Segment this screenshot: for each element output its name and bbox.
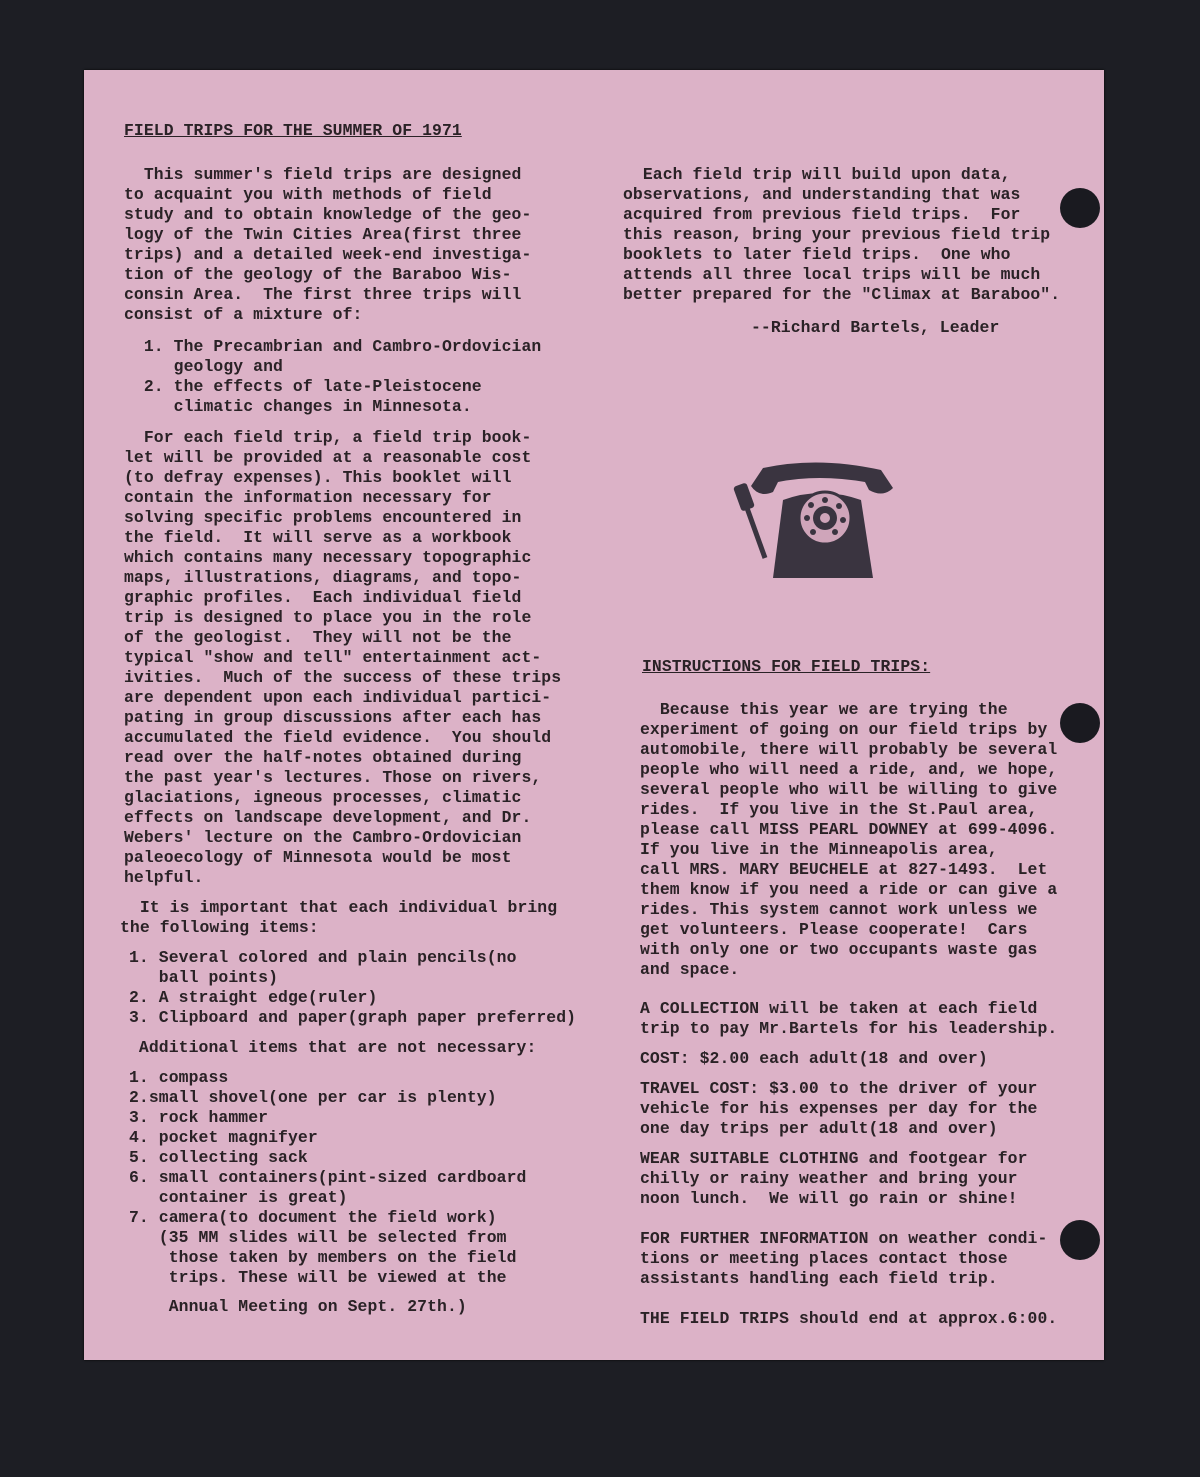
mixture-list: 1. The Precambrian and Cambro-Ordovician geology and 2. the effects of late-Pleistocene climatic changes in Minnesota. <box>143 337 542 416</box>
telephone-icon <box>733 460 908 582</box>
additional-list: 1. compass 2.small shovel(one per car is plenty) 3. rock hammer 4. pocket magnifyer 5. collecting sack 6. small containers(pint-sized cardboard container is great) 7. camera(to document the field work) (35 MM slides will be selected from those taken by members on the field trips. These will be viewed at the <box>129 1068 527 1287</box>
additional-heading: Additional items that are not necessary: <box>129 1038 537 1057</box>
clothing-paragraph: WEAR SUITABLE CLOTHING and footgear for chilly or rainy weather and bring your noon lunch. We will go rain or shine! <box>640 1149 1028 1208</box>
punch-hole <box>1060 188 1100 228</box>
travel-cost-paragraph: TRAVEL COST: $3.00 to the driver of your vehicle for his expenses per day for the one day trips per adult(18 and over) <box>640 1079 1038 1138</box>
end-time-line: THE FIELD TRIPS should end at approx.6:00. <box>640 1309 1058 1328</box>
collection-paragraph: A COLLECTION will be taken at each field trip to pay Mr.Bartels for his leadership. <box>640 999 1058 1038</box>
booklet-paragraph: For each field trip, a field trip book- let will be provided at a reasonable cost (to defray expenses). This booklet will contain the information necessary for solving specific problems encountered in the field. It will serve as a workbook which contains many necessary topographic maps, illustrations, diagrams, and topo- graphic profiles. Each individual field trip is designed to place you in the role of the geologist. They will not be the typical "show and tell" entertainment act- ivities. Much of the success of these trips are dependent upon each individual partici- pating in group discussions after each has accumulated the field evidence. You should read over the half-notes obtained during the past year's lectures. Those on rivers, glaciations, igneous processes, climatic effects on landscape development, and Dr. Webers' lecture on the Cambro-Ordovician paleoecology of Minnesota would be most helpful. <box>124 428 562 887</box>
instructions-paragraph: Because this year we are trying the experiment of going on our field trips by automobile, there will probably be several people who will need a ride, and, we hope, several people who will be willing to give rides. If you live in the St.Paul area, please call MISS PEARL DOWNEY at 699-4096. If you live in the Minneapolis area, call MRS. MARY BEUCHELE at 827-1493. Let them know if you need a ride or can give a rides. This system cannot work unless we get volunteers. Please cooperate! Cars with only one or two occupants waste gas and space. <box>640 700 1058 979</box>
cost-line: COST: $2.00 each adult(18 and over) <box>640 1049 988 1068</box>
punch-hole <box>1060 703 1100 743</box>
page-title: FIELD TRIPS FOR THE SUMMER OF 1971 <box>124 121 462 140</box>
bring-list: 1. Several colored and plain pencils(no ball points) 2. A straight edge(ruler) 3. Clipboard and paper(graph paper preferred) <box>129 948 577 1027</box>
intro-paragraph: This summer's field trips are designed to acquaint you with methods of field study and to obtain knowledge of the geo- logy of the Twin Cities Area(first three trips) and a detailed week-end investiga- tion of the geology of the Baraboo Wis- consin Area. The first three trips will consist of a mixture of: <box>124 165 532 324</box>
punch-hole <box>1060 1220 1100 1260</box>
build-paragraph: Each field trip will build upon data, observations, and understanding that was acquired from previous field trips. For this reason, bring your previous field trip booklets to later field trips. One who attends all three local trips will be much better prepared for the "Climax at Baraboo". <box>623 165 1061 304</box>
additional-list-last: Annual Meeting on Sept. 27th.) <box>129 1297 467 1316</box>
further-info-paragraph: FOR FURTHER INFORMATION on weather condi- tions or meeting places contact those assistants handling each field trip. <box>640 1229 1048 1288</box>
instructions-title: INSTRUCTIONS FOR FIELD TRIPS: <box>642 657 931 676</box>
signature: --Richard Bartels, Leader <box>751 318 1000 337</box>
bring-intro: It is important that each individual bring the following items: <box>120 898 558 937</box>
